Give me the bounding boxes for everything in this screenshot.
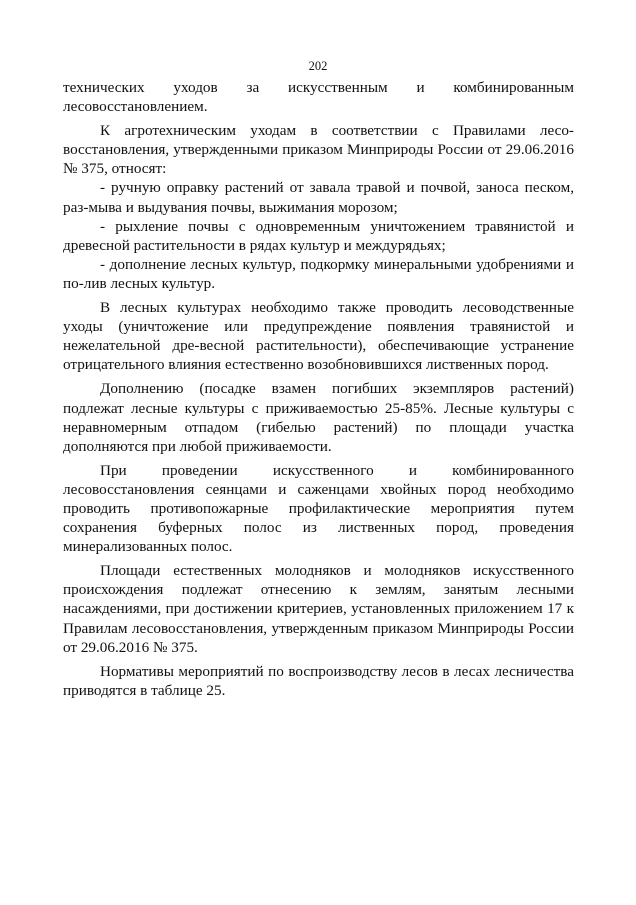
- paragraph-silvicultural-care: В лесных культурах необходимо также проводить лесоводственные уходы (уничтожение или предупреждение появления травянистой и нежелательной дре-весной растительности), обеспечивающие устранение отрицательного влияния естественно возобновившихся лиственных пород.: [63, 299, 574, 374]
- list-item-manual-straightening: - ручную оправку растений от завала травой и почвой, заноса песком, раз-мыва и выдувания почвы, выжимания морозом;: [63, 179, 574, 216]
- list-item-supplementing-cultures: - дополнение лесных культур, подкормку минеральными удобрениями и по-лив лесных культур.: [63, 255, 574, 292]
- paragraph-agrotechnical-intro: К агротехническим уходам в соответствии с Правилами лесо-восстановления, утвержденными приказом Минприроды России от 29.06.2016 № 375, относят:: [63, 122, 574, 178]
- paragraph-supplementing-rules: Дополнению (посадке взамен погибших экземпляров растений) подлежат лесные культуры с приживаемостью 25-85%. Лесные культуры с неравномерным отпадом (гибелью растений) по площади участка дополняются при любой приживаемости.: [63, 380, 574, 455]
- paragraph-young-stands: Площади естественных молодняков и молодняков искусственного происхождения подлежат отнесению к землям, занятым лесными насаждениями, при достижении критериев, установленных приложением 17 к Правилам лесовосстановления, утвержденным приказом Минприроды России от 29.06.2016 № 375.: [63, 562, 574, 656]
- list-item-soil-loosening: - рыхление почвы с одновременным уничтожением травянистой и древесной растительности в рядах культур и междурядьях;: [63, 217, 574, 254]
- paragraph-fire-prevention: При проведении искусственного и комбинированного лесовосстановления сеянцами и саженцами хвойных пород необходимо проводить противопожарные профилактические мероприятия путем сохранения буферных полос из лиственных пород, проведения минерализованных полос.: [63, 461, 574, 556]
- paragraph-continuation: технических уходов за искусственным и комбинированным лесовосстановлением.: [63, 79, 574, 116]
- page-number: 202: [308, 59, 328, 73]
- paragraph-table-reference: Нормативы мероприятий по воспроизводству лесов в лесах лесничества приводятся в таблице 25.: [63, 662, 574, 699]
- document-body: [63, 78, 574, 705]
